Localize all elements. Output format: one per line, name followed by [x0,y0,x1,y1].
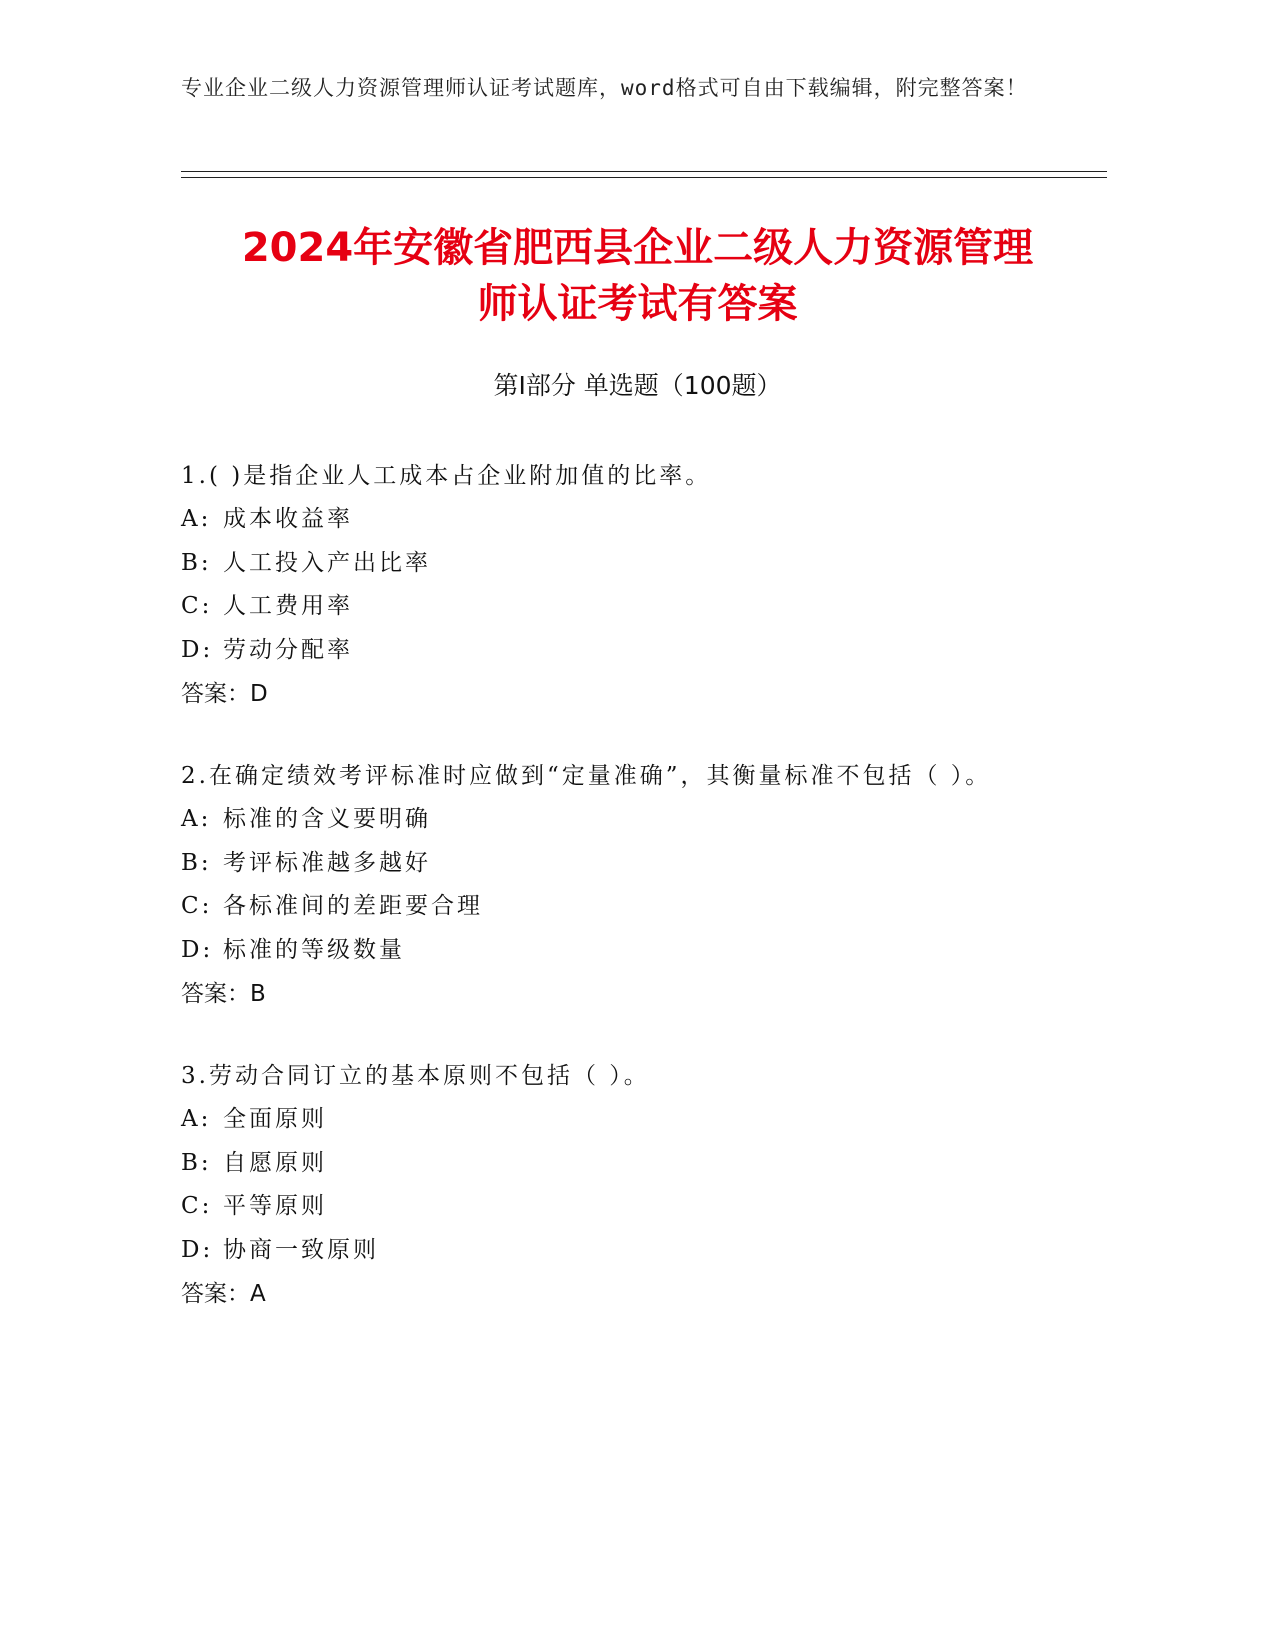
option-text: 成本收益率 [223,506,353,532]
option-letter: C: [181,1193,213,1219]
header-divider-top [181,171,1107,172]
option-letter: D: [181,1236,214,1263]
question-list [181,455,1061,1355]
option-text: 标准的等级数量 [223,936,405,963]
option-letter: B: [181,549,212,576]
option-letter: B: [181,849,212,876]
question-item [181,455,1061,716]
option-text: 人工费用率 [223,593,353,619]
section-heading: 第I部分 单选题（100题） [493,371,782,400]
question-option [181,629,1061,673]
document-title [150,220,1125,332]
question-option [181,542,1061,586]
question-stem: 2.在确定绩效考评标准时应做到“定量准确”，其衡量标准不包括（ ）。 [181,763,992,789]
question-stem: 3.劳动合同订立的基本原则不包括（ ）。 [181,1063,650,1089]
question-answer: 答案：D [181,681,268,707]
option-text: 协商一致原则 [223,1236,379,1263]
question-option [181,1098,1061,1142]
question-option [181,929,1061,973]
option-letter: A: [181,1106,212,1132]
option-text: 考评标准越多越好 [223,849,431,876]
option-letter: D: [181,636,214,663]
header-note: 专业企业二级人力资源管理师认证考试题库，word格式可自由下载编辑，附完整答案！ [181,76,1028,100]
option-letter: B: [181,1149,212,1176]
option-text: 全面原则 [223,1106,327,1132]
option-text: 平等原则 [223,1193,327,1219]
option-text: 标准的含义要明确 [223,806,431,832]
question-option [181,498,1061,542]
option-letter: A: [181,806,212,832]
option-text: 各标准间的差距要合理 [223,893,483,919]
document-title-line-1: 2024年安徽省肥西县企业二级人力资源管理 [241,225,1034,271]
question-option [181,1185,1061,1229]
option-text: 自愿原则 [223,1149,327,1176]
document-title-line-2: 师认证考试有答案 [477,281,798,327]
question-option [181,1142,1061,1186]
question-item [181,755,1061,1016]
question-option [181,798,1061,842]
question-option [181,585,1061,629]
question-stem: 1.( )是指企业人工成本占企业附加值的比率。 [181,463,712,489]
option-text: 劳动分配率 [223,636,353,663]
option-letter: D: [181,936,214,963]
question-answer: 答案：A [181,1281,266,1307]
question-option [181,885,1061,929]
option-letter: C: [181,893,213,919]
option-letter: C: [181,593,213,619]
header-divider-bottom [181,177,1107,178]
option-text: 人工投入产出比率 [223,549,431,576]
question-option [181,842,1061,886]
question-answer: 答案：B [181,981,266,1007]
question-item [181,1055,1061,1316]
question-option [181,1229,1061,1273]
option-letter: A: [181,506,212,532]
